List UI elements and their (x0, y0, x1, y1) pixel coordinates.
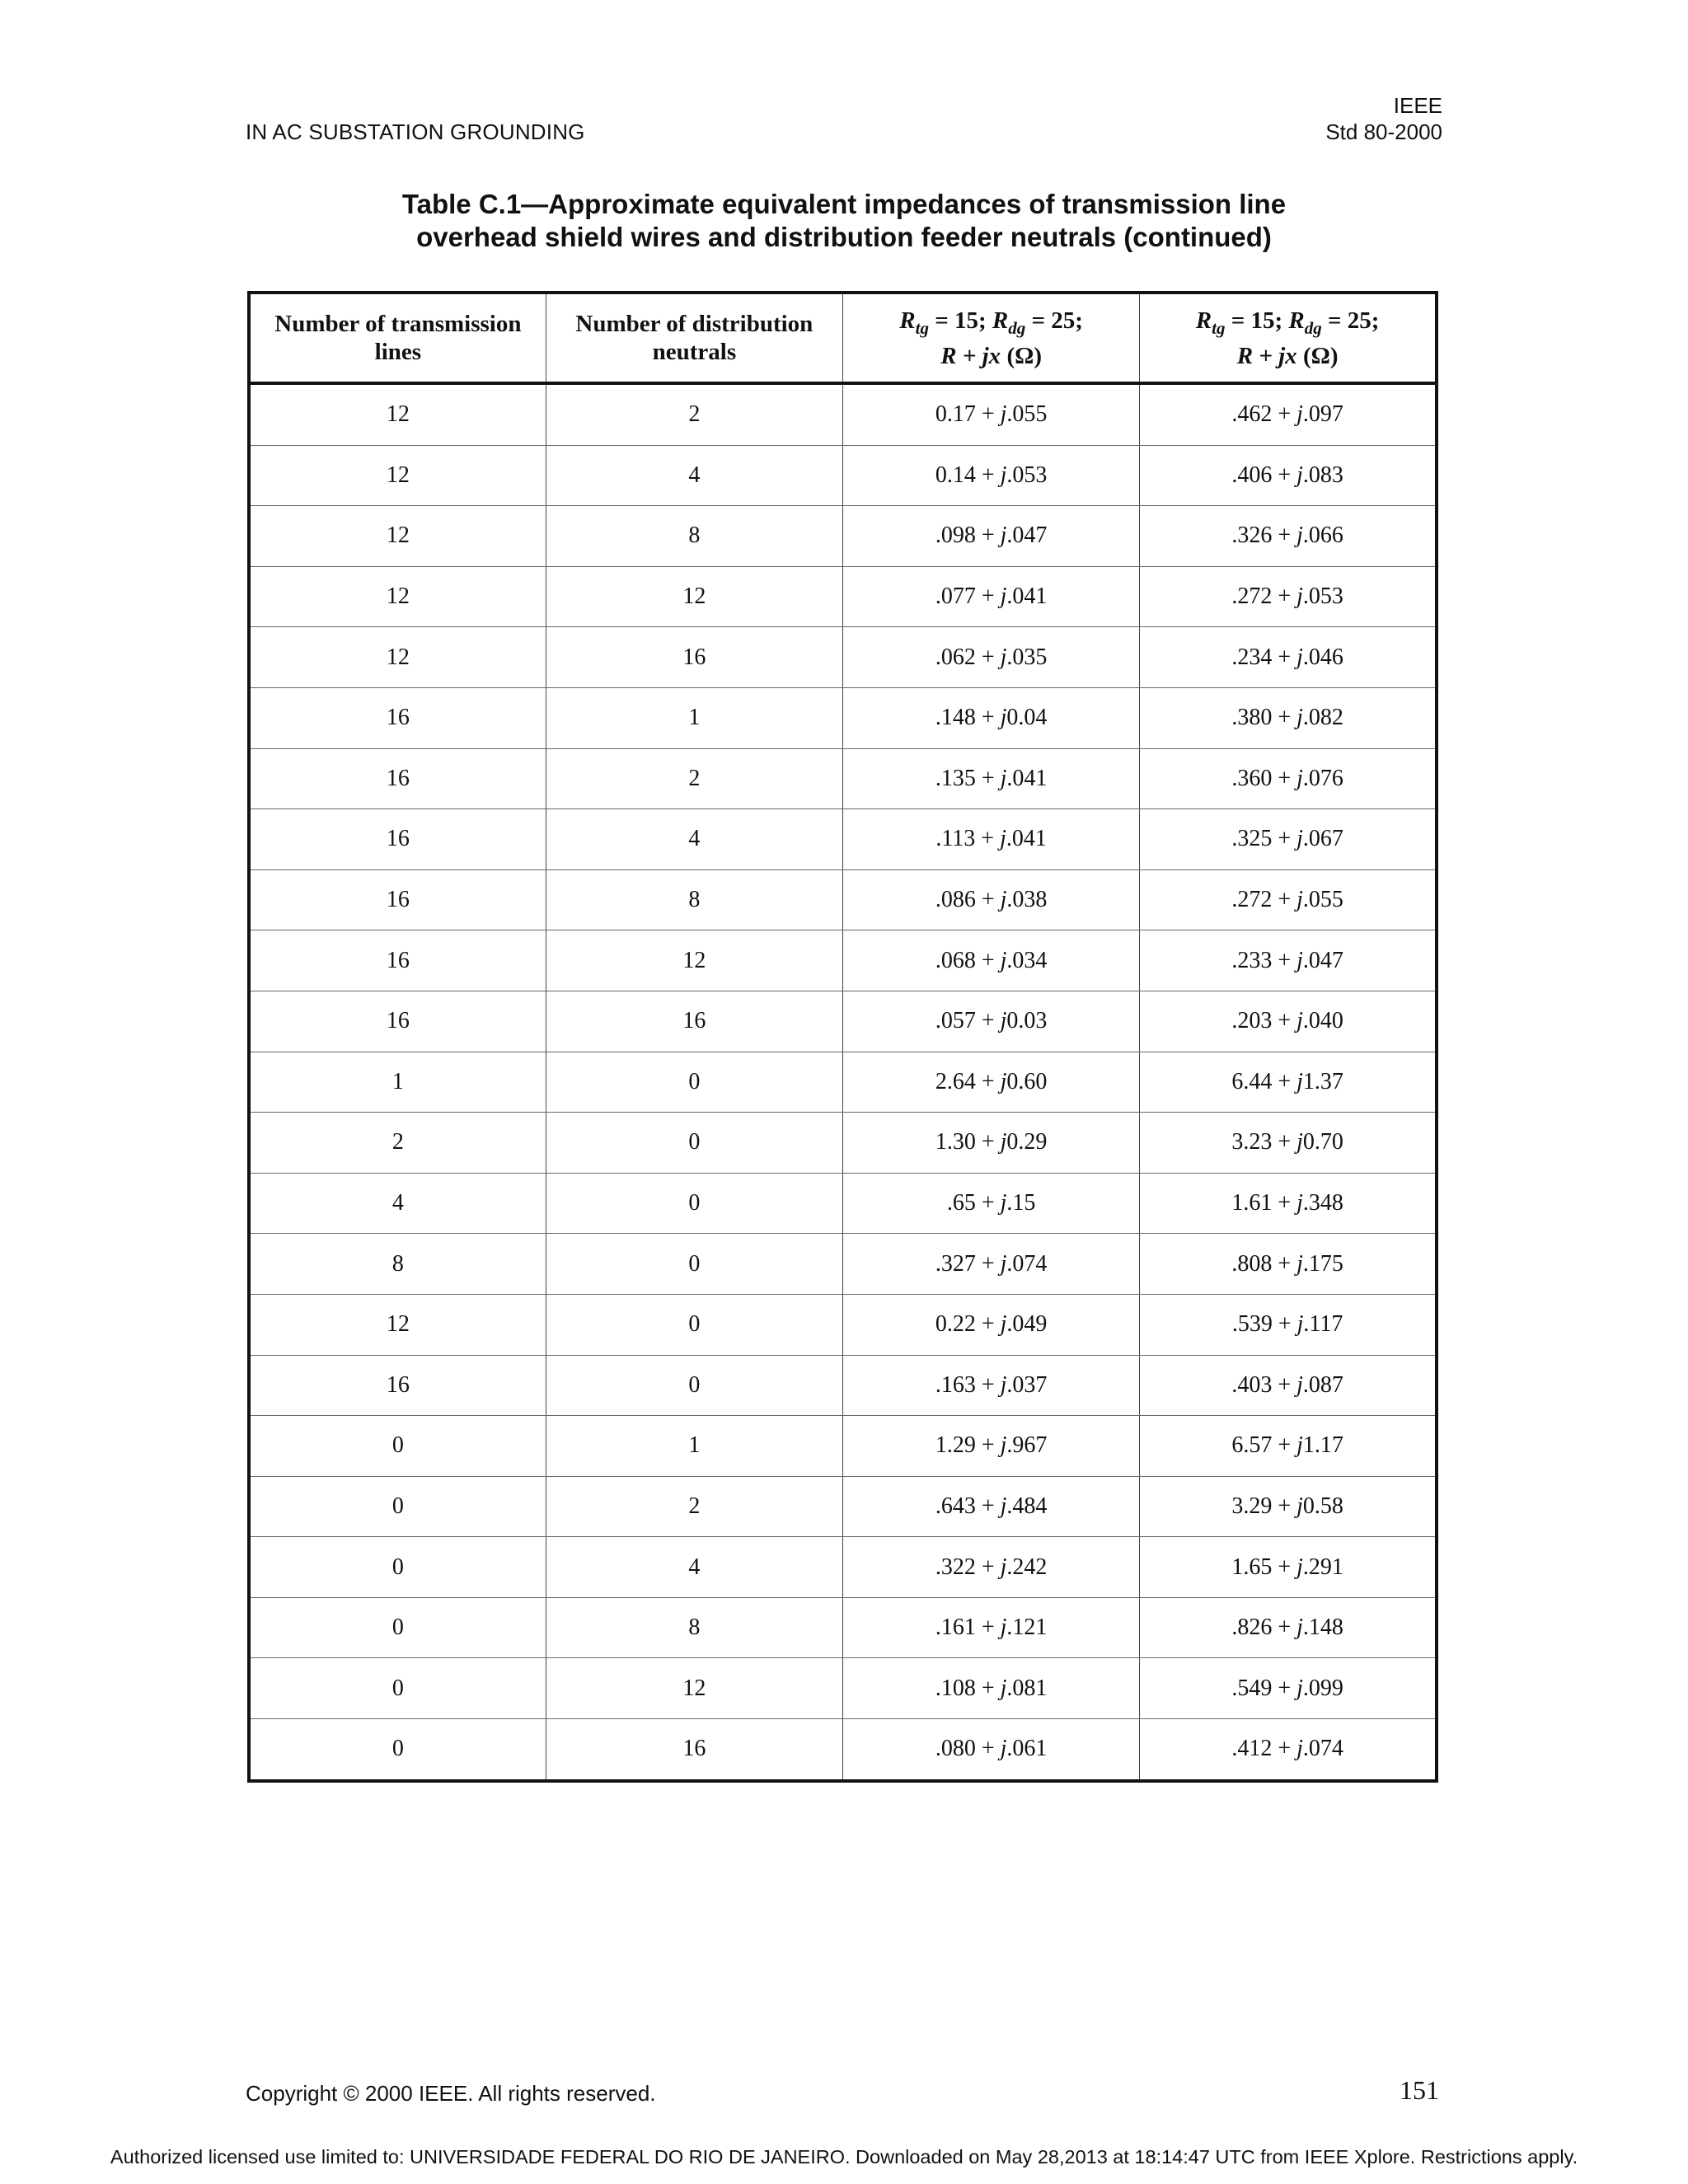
cell-impedance-1: .077 + j.041 (843, 566, 1140, 627)
cell-impedance-2: 1.65 + j.291 (1140, 1537, 1437, 1598)
col-header-impedance-2: $R_{tg} = 15$; $R_{dg} = 25$; R + jx (Ω) (1140, 293, 1437, 383)
table-row (249, 1476, 1437, 1537)
cell-impedance-2: 1.61 + j.348 (1140, 1173, 1437, 1234)
cell-impedance-2: .272 + j.055 (1140, 869, 1437, 930)
cell-impedance-1: .322 + j.242 (843, 1537, 1140, 1598)
cell-impedance-1: .148 + j0.04 (843, 687, 1140, 748)
cell-transmission-lines: 2 (249, 1113, 546, 1174)
table-row (249, 383, 1437, 445)
table-row (249, 1537, 1437, 1598)
table-row (249, 1597, 1437, 1658)
cell-distribution-neutrals: 16 (546, 627, 842, 688)
table-row (249, 1234, 1437, 1295)
cell-impedance-1: 2.64 + j0.60 (843, 1052, 1140, 1113)
cell-distribution-neutrals: 0 (546, 1173, 842, 1234)
cell-transmission-lines: 16 (249, 869, 546, 930)
cell-impedance-1: .068 + j.034 (843, 930, 1140, 991)
cell-transmission-lines: 12 (249, 445, 546, 506)
cell-distribution-neutrals: 12 (546, 1658, 842, 1719)
cell-transmission-lines: 1 (249, 1052, 546, 1113)
cell-impedance-1: .327 + j.074 (843, 1234, 1140, 1295)
table-row (249, 445, 1437, 506)
cell-distribution-neutrals: 2 (546, 748, 842, 809)
cell-transmission-lines: 4 (249, 1173, 546, 1234)
header-standard: Std 80-2000 (1325, 120, 1442, 144)
cell-distribution-neutrals: 2 (546, 383, 842, 445)
table-title (0, 188, 1688, 254)
cell-impedance-2: .403 + j.087 (1140, 1355, 1437, 1416)
table-row (249, 506, 1437, 567)
cell-distribution-neutrals: 2 (546, 1476, 842, 1537)
cell-impedance-1: 0.17 + j.055 (843, 383, 1140, 445)
cell-transmission-lines: 16 (249, 930, 546, 991)
cell-impedance-1: .086 + j.038 (843, 869, 1140, 930)
impedance-table (247, 291, 1438, 1783)
cell-impedance-2: .539 + j.117 (1140, 1294, 1437, 1355)
header-org: IEEE (1393, 93, 1442, 118)
cell-impedance-2: .360 + j.076 (1140, 748, 1437, 809)
running-header-right (1113, 92, 1442, 145)
table-row (249, 1113, 1437, 1174)
cell-transmission-lines: 16 (249, 809, 546, 870)
running-header-left: IN AC SUBSTATION GROUNDING (246, 120, 585, 144)
cell-impedance-1: 0.22 + j.049 (843, 1294, 1140, 1355)
cell-impedance-2: .203 + j.040 (1140, 991, 1437, 1052)
table-row (249, 1658, 1437, 1719)
cell-impedance-1: .062 + j.035 (843, 627, 1140, 688)
table-row (249, 991, 1437, 1052)
cell-impedance-1: .080 + j.061 (843, 1719, 1140, 1781)
cell-distribution-neutrals: 0 (546, 1052, 842, 1113)
table-row (249, 1719, 1437, 1781)
cell-distribution-neutrals: 0 (546, 1355, 842, 1416)
table-row (249, 1052, 1437, 1113)
table-title-line1: Table C.1—Approximate equivalent impedances of transmission line (401, 189, 1287, 219)
cell-impedance-2: .462 + j.097 (1140, 383, 1437, 445)
cell-transmission-lines: 16 (249, 1355, 546, 1416)
cell-impedance-2: .233 + j.047 (1140, 930, 1437, 991)
table-body (249, 383, 1437, 1781)
cell-impedance-2: .326 + j.066 (1140, 506, 1437, 567)
cell-impedance-2: 6.57 + j1.17 (1140, 1416, 1437, 1477)
cell-transmission-lines: 12 (249, 627, 546, 688)
table-row (249, 930, 1437, 991)
table-row (249, 748, 1437, 809)
cell-impedance-1: .057 + j0.03 (843, 991, 1140, 1052)
table-row (249, 809, 1437, 870)
cell-impedance-2: .272 + j.053 (1140, 566, 1437, 627)
cell-impedance-1: 1.30 + j0.29 (843, 1113, 1140, 1174)
table-row (249, 1416, 1437, 1477)
cell-distribution-neutrals: 12 (546, 566, 842, 627)
cell-impedance-1: .113 + j.041 (843, 809, 1140, 870)
cell-distribution-neutrals: 4 (546, 1537, 842, 1598)
cell-impedance-1: .098 + j.047 (843, 506, 1140, 567)
cell-transmission-lines: 12 (249, 566, 546, 627)
cell-transmission-lines: 16 (249, 991, 546, 1052)
cell-transmission-lines: 8 (249, 1234, 546, 1295)
cell-impedance-2: .406 + j.083 (1140, 445, 1437, 506)
col-header-distribution-neutrals: Number of distribution neutrals (546, 293, 842, 383)
cell-transmission-lines: 12 (249, 1294, 546, 1355)
cell-transmission-lines: 16 (249, 748, 546, 809)
cell-distribution-neutrals: 0 (546, 1113, 842, 1174)
copyright-notice: Copyright © 2000 IEEE. All rights reserved. (246, 2081, 656, 2106)
table-row (249, 687, 1437, 748)
cell-transmission-lines: 0 (249, 1719, 546, 1781)
cell-transmission-lines: 0 (249, 1537, 546, 1598)
cell-distribution-neutrals: 8 (546, 506, 842, 567)
table-row (249, 869, 1437, 930)
cell-transmission-lines: 0 (249, 1658, 546, 1719)
cell-impedance-1: .135 + j.041 (843, 748, 1140, 809)
cell-impedance-1: 1.29 + j.967 (843, 1416, 1140, 1477)
page-number: 151 (1400, 2075, 1439, 2105)
table-row (249, 1355, 1437, 1416)
cell-distribution-neutrals: 1 (546, 687, 842, 748)
cell-impedance-1: .643 + j.484 (843, 1476, 1140, 1537)
cell-transmission-lines: 12 (249, 506, 546, 567)
cell-impedance-1: .108 + j.081 (843, 1658, 1140, 1719)
cell-transmission-lines: 12 (249, 383, 546, 445)
cell-impedance-2: .412 + j.074 (1140, 1719, 1437, 1781)
cell-distribution-neutrals: 8 (546, 1597, 842, 1658)
cell-impedance-2: .325 + j.067 (1140, 809, 1437, 870)
table-header-row (249, 293, 1437, 383)
table-row (249, 566, 1437, 627)
cell-transmission-lines: 0 (249, 1476, 546, 1537)
cell-impedance-1: 0.14 + j.053 (843, 445, 1140, 506)
cell-impedance-2: .549 + j.099 (1140, 1658, 1437, 1719)
col-header-impedance-1: $R_{tg} = 15$; $R_{dg} = 25$; R + jx (Ω) (843, 293, 1140, 383)
cell-impedance-2: .234 + j.046 (1140, 627, 1437, 688)
cell-impedance-2: 3.23 + j0.70 (1140, 1113, 1437, 1174)
cell-distribution-neutrals: 16 (546, 991, 842, 1052)
license-notice: Authorized licensed use limited to: UNIVERSIDADE FEDERAL DO RIO DE JANEIRO. Downloaded on May 28,2013 at 18:14:47 UTC from IEEE Xplore. Restrictions apply. (110, 2146, 1578, 2168)
cell-transmission-lines: 0 (249, 1416, 546, 1477)
cell-impedance-2: .826 + j.148 (1140, 1597, 1437, 1658)
cell-impedance-2: .808 + j.175 (1140, 1234, 1437, 1295)
cell-distribution-neutrals: 16 (546, 1719, 842, 1781)
cell-impedance-1: .163 + j.037 (843, 1355, 1140, 1416)
cell-distribution-neutrals: 4 (546, 445, 842, 506)
table-title-line2: overhead shield wires and distribution feeder neutrals (continued) (416, 222, 1272, 252)
cell-transmission-lines: 0 (249, 1597, 546, 1658)
cell-distribution-neutrals: 12 (546, 930, 842, 991)
cell-impedance-1: .65 + j.15 (843, 1173, 1140, 1234)
cell-impedance-2: 6.44 + j1.37 (1140, 1052, 1437, 1113)
cell-transmission-lines: 16 (249, 687, 546, 748)
cell-distribution-neutrals: 1 (546, 1416, 842, 1477)
cell-distribution-neutrals: 4 (546, 809, 842, 870)
cell-distribution-neutrals: 0 (546, 1234, 842, 1295)
cell-distribution-neutrals: 0 (546, 1294, 842, 1355)
cell-impedance-2: .380 + j.082 (1140, 687, 1437, 748)
table-row (249, 627, 1437, 688)
table-row (249, 1294, 1437, 1355)
cell-impedance-1: .161 + j.121 (843, 1597, 1140, 1658)
cell-impedance-2: 3.29 + j0.58 (1140, 1476, 1437, 1537)
col-header-transmission-lines: Number of transmission lines (249, 293, 546, 383)
table-row (249, 1173, 1437, 1234)
cell-distribution-neutrals: 8 (546, 869, 842, 930)
